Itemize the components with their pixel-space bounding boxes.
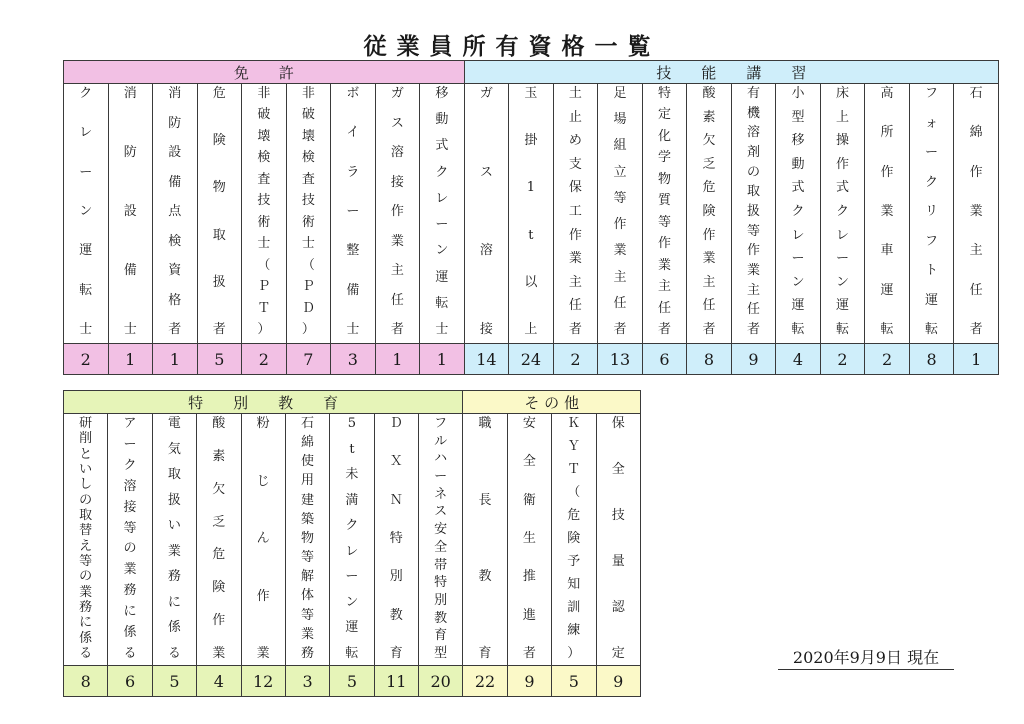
bot-category-header <box>463 391 641 414</box>
qualification-name-cell <box>64 84 109 344</box>
qualification-name-cell <box>152 414 196 666</box>
qualification-name-cell <box>241 414 285 666</box>
qualification-count: 5 <box>552 666 596 697</box>
qualification-count: 1 <box>375 344 420 375</box>
qualification-name: 土 止 め 支 保 工 作 業 主 任 者 <box>568 86 582 337</box>
qualification-name: 石 綿 作 業 主 任 者 <box>969 86 983 337</box>
qualification-name-cell <box>509 84 554 344</box>
qualification-name-cell <box>375 84 420 344</box>
qualification-name-cell <box>776 84 821 344</box>
qualification-name-cell <box>286 84 331 344</box>
qualification-count: 9 <box>731 344 776 375</box>
qualification-name: 保 全 技 量 認 定 <box>611 416 625 661</box>
qualification-count: 2 <box>820 344 865 375</box>
qualification-count: 5 <box>330 666 374 697</box>
qualification-count: 12 <box>241 666 285 697</box>
qualification-name-cell <box>731 84 776 344</box>
as-of-date: 2020年9月9日 現在 <box>778 645 954 670</box>
category-label: そ の 他 <box>524 393 579 412</box>
qualification-name-cell <box>108 84 153 344</box>
qualification-name: ガ ス 溶 接 <box>479 86 493 337</box>
qualification-name-cell <box>954 84 999 344</box>
qualification-name-cell <box>820 84 865 344</box>
qualification-count: 11 <box>374 666 418 697</box>
qualification-count: 22 <box>463 666 507 697</box>
top-category-header <box>64 61 465 84</box>
qualification-name: 危 険 物 取 扱 者 <box>212 86 226 337</box>
qualification-name-cell <box>463 414 507 666</box>
qualification-name-cell <box>197 84 242 344</box>
qualification-name: 電 気 取 扱 い 業 務 に 係 る <box>167 416 181 661</box>
qualification-name: 消 防 設 備 士 <box>123 86 137 337</box>
qualification-count: 2 <box>865 344 910 375</box>
qualification-count: 1 <box>420 344 465 375</box>
qualification-name-cell <box>64 414 108 666</box>
qualification-name: 非 破 壊 検 査 技 術 士 （ Ｐ Ｄ ） <box>301 86 315 337</box>
qualification-name-cell <box>330 414 374 666</box>
qualification-name: 酸 素 欠 乏 危 険 作 業 主 任 者 <box>702 86 716 337</box>
qualification-name: 玉 掛 1 t 以 上 <box>524 86 538 337</box>
qualification-name-cell <box>909 84 954 344</box>
qualification-name: 小 型 移 動 式 ク レ ー ン 運 転 <box>791 86 805 337</box>
qualification-count: 1 <box>954 344 999 375</box>
qualification-name: Ｋ Ｙ Ｔ （ 危 険 予 知 訓 練 ） <box>567 416 581 661</box>
qualification-count: 4 <box>197 666 241 697</box>
bot-category-header <box>64 391 463 414</box>
qualification-name-cell <box>285 414 329 666</box>
qualification-name-cell <box>598 84 643 344</box>
qualification-name: 消 防 設 備 点 検 資 格 者 <box>168 86 182 337</box>
category-label: 技 能 講 習 <box>656 63 807 82</box>
qualification-name: ア ー ク 溶 接 等 の 業 務 に 係 る <box>123 416 137 661</box>
qualification-name-cell <box>419 414 463 666</box>
top-category-header <box>464 61 998 84</box>
qualification-name: Ｄ Ｘ Ｎ 特 別 教 育 <box>389 416 403 661</box>
qualification-count: 5 <box>152 666 196 697</box>
category-label: 特 別 教 育 <box>188 393 339 412</box>
qualification-count: 9 <box>596 666 641 697</box>
qualification-count: 14 <box>464 344 509 375</box>
qualification-count: 5 <box>197 344 242 375</box>
qualification-name: 安 全 衛 生 推 進 者 <box>522 416 536 661</box>
qualification-name-cell <box>552 414 596 666</box>
qualification-count: 1 <box>108 344 153 375</box>
qualification-count: 20 <box>419 666 463 697</box>
qualification-name-cell <box>464 84 509 344</box>
qualification-name-cell <box>331 84 376 344</box>
qualification-name-cell <box>108 414 152 666</box>
qualification-name: 石 綿 使 用 建 築 物 等 解 体 等 業 務 <box>301 416 315 661</box>
qualification-name-cell <box>865 84 910 344</box>
qualification-name: ク レ ー ン 運 転 士 <box>79 86 93 337</box>
qualification-count: 1 <box>153 344 198 375</box>
license-skills-table <box>63 60 999 375</box>
qualification-name-cell <box>153 84 198 344</box>
qualification-count: 2 <box>64 344 109 375</box>
qualification-name: 床 上 操 作 式 ク レ ー ン 運 転 <box>836 86 850 337</box>
qualification-name: ボ イ ラ ー 整 備 士 <box>346 86 360 337</box>
qualification-name-cell <box>642 84 687 344</box>
qualification-count: 2 <box>553 344 598 375</box>
qualification-count: 3 <box>285 666 329 697</box>
qualification-name-cell <box>553 84 598 344</box>
qualification-name: 移 動 式 ク レ ー ン 運 転 士 <box>435 86 449 337</box>
qualification-name-cell <box>596 414 641 666</box>
qualification-count: 8 <box>909 344 954 375</box>
qualification-count: 6 <box>108 666 152 697</box>
qualification-name: 特 定 化 学 物 質 等 作 業 主 任 者 <box>657 86 671 337</box>
qualification-name: フ ル ハ ー ネ ス 安 全 帯 特 別 教 育 型 <box>434 416 448 661</box>
qualification-name: 非 破 壊 検 査 技 術 士 （ Ｐ Ｔ ） <box>257 86 271 337</box>
qualification-count: 2 <box>242 344 287 375</box>
qualification-name-cell <box>242 84 287 344</box>
qualification-name: 職 長 教 育 <box>478 416 492 661</box>
qualification-count: 13 <box>598 344 643 375</box>
qualification-name-cell <box>507 414 551 666</box>
qualification-name-cell <box>374 414 418 666</box>
qualification-name: フ ォ ー ク リ フ ト 運 転 <box>925 86 939 337</box>
qualification-name: 研 削 と い し の 取 替 え 等 の 業 務 に 係 る <box>79 416 93 661</box>
qualification-name: 足 場 組 立 等 作 業 主 任 者 <box>613 86 627 337</box>
category-label: 免 許 <box>233 63 294 82</box>
qualification-name-cell <box>197 414 241 666</box>
qualification-name: ガ ス 溶 接 作 業 主 任 者 <box>390 86 404 337</box>
qualification-count: 24 <box>509 344 554 375</box>
special-education-table <box>63 390 641 697</box>
qualification-name: 有 機 溶 剤 の 取 扱 等 作 業 主 任 者 <box>746 86 760 337</box>
qualification-count: 4 <box>776 344 821 375</box>
qualification-count: 7 <box>286 344 331 375</box>
qualification-name-cell <box>420 84 465 344</box>
qualification-count: 6 <box>642 344 687 375</box>
page-title: 従業員所有資格一覧 <box>363 34 661 60</box>
qualification-count: 8 <box>64 666 108 697</box>
qualification-count: 8 <box>687 344 732 375</box>
qualification-count: 9 <box>507 666 551 697</box>
qualification-count: 3 <box>331 344 376 375</box>
qualification-name: 粉 じ ん 作 業 <box>256 416 270 661</box>
qualification-name: 高 所 作 業 車 運 転 <box>880 86 894 337</box>
qualification-name-cell <box>687 84 732 344</box>
qualification-name: 酸 素 欠 乏 危 険 作 業 <box>212 416 226 661</box>
qualification-name: 5 t 未 満 ク レ ー ン 運 転 <box>345 416 359 661</box>
